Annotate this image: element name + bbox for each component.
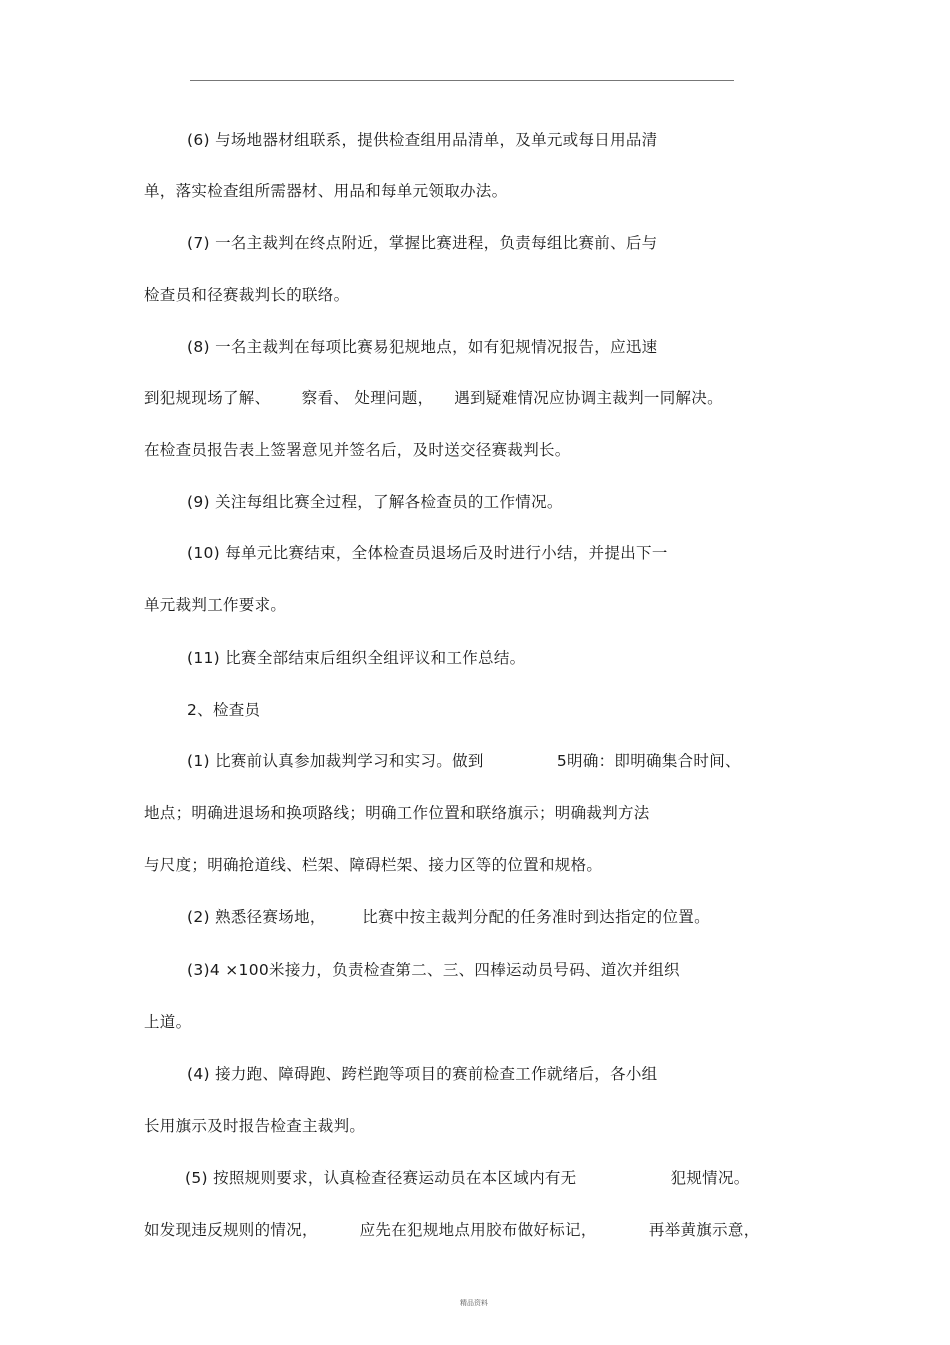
text-line: (10) 每单元比赛结束，全体检查员退场后及时进行小结，并提出下一	[187, 544, 668, 562]
text-line: 单，落实检查组所需器材、用品和每单元领取办法。	[144, 182, 508, 200]
text-line: (4) 接力跑、障碍跑、跨栏跑等项目的赛前检查工作就绪后，各小组	[187, 1065, 658, 1083]
text-line: (8) 一名主裁判在每项比赛易犯规地点，如有犯规情况报告，应迅速	[187, 338, 658, 356]
page-footer: 精品资料	[460, 1299, 488, 1307]
text-line: 与尺度；明确抢道线、栏架、障碍栏架、接力区等的位置和规格。	[144, 856, 603, 874]
text-line: 上道。	[144, 1013, 192, 1031]
text-line: (1) 比赛前认真参加裁判学习和实习。做到 5明确：即明确集合时间、	[187, 752, 741, 770]
text-line: 地点；明确进退场和换项路线；明确工作位置和联络旗示；明确裁判方法	[144, 804, 650, 822]
text-line: (7) 一名主裁判在终点附近，掌握比赛进程，负责每组比赛前、后与	[187, 234, 658, 252]
text-line: 单元裁判工作要求。	[144, 596, 287, 614]
text-line: (6) 与场地器材组联系，提供检查组用品清单，及单元或每日用品清	[187, 131, 658, 149]
text-line: 到犯规现场了解、 察看、 处理问题， 遇到疑难情况应协调主裁判一同解决。	[144, 389, 723, 407]
text-line: (9) 关注每组比赛全过程，了解各检查员的工作情况。	[187, 493, 563, 511]
text-line: (11) 比赛全部结束后组织全组评议和工作总结。	[187, 649, 526, 667]
text-line: 检查员和径赛裁判长的联络。	[144, 286, 350, 304]
header-rule	[190, 80, 734, 81]
text-line: (5) 按照规则要求，认真检查径赛运动员在本区域内有无 犯规情况。	[185, 1169, 750, 1187]
text-line: 长用旗示及时报告检查主裁判。	[144, 1117, 366, 1135]
text-line: 如发现违反规则的情况， 应先在犯规地点用胶布做好标记， 再举黄旗示意，	[144, 1221, 760, 1239]
text-line: 在检查员报告表上签署意见并签名后，及时送交径赛裁判长。	[144, 441, 571, 459]
text-line: (2) 熟悉径赛场地， 比赛中按主裁判分配的任务准时到达指定的位置。	[187, 908, 710, 926]
text-line: (3)4 ×100米接力，负责检查第二、三、四棒运动员号码、道次并组织	[187, 961, 680, 979]
section-heading: 2、检查员	[187, 701, 261, 719]
